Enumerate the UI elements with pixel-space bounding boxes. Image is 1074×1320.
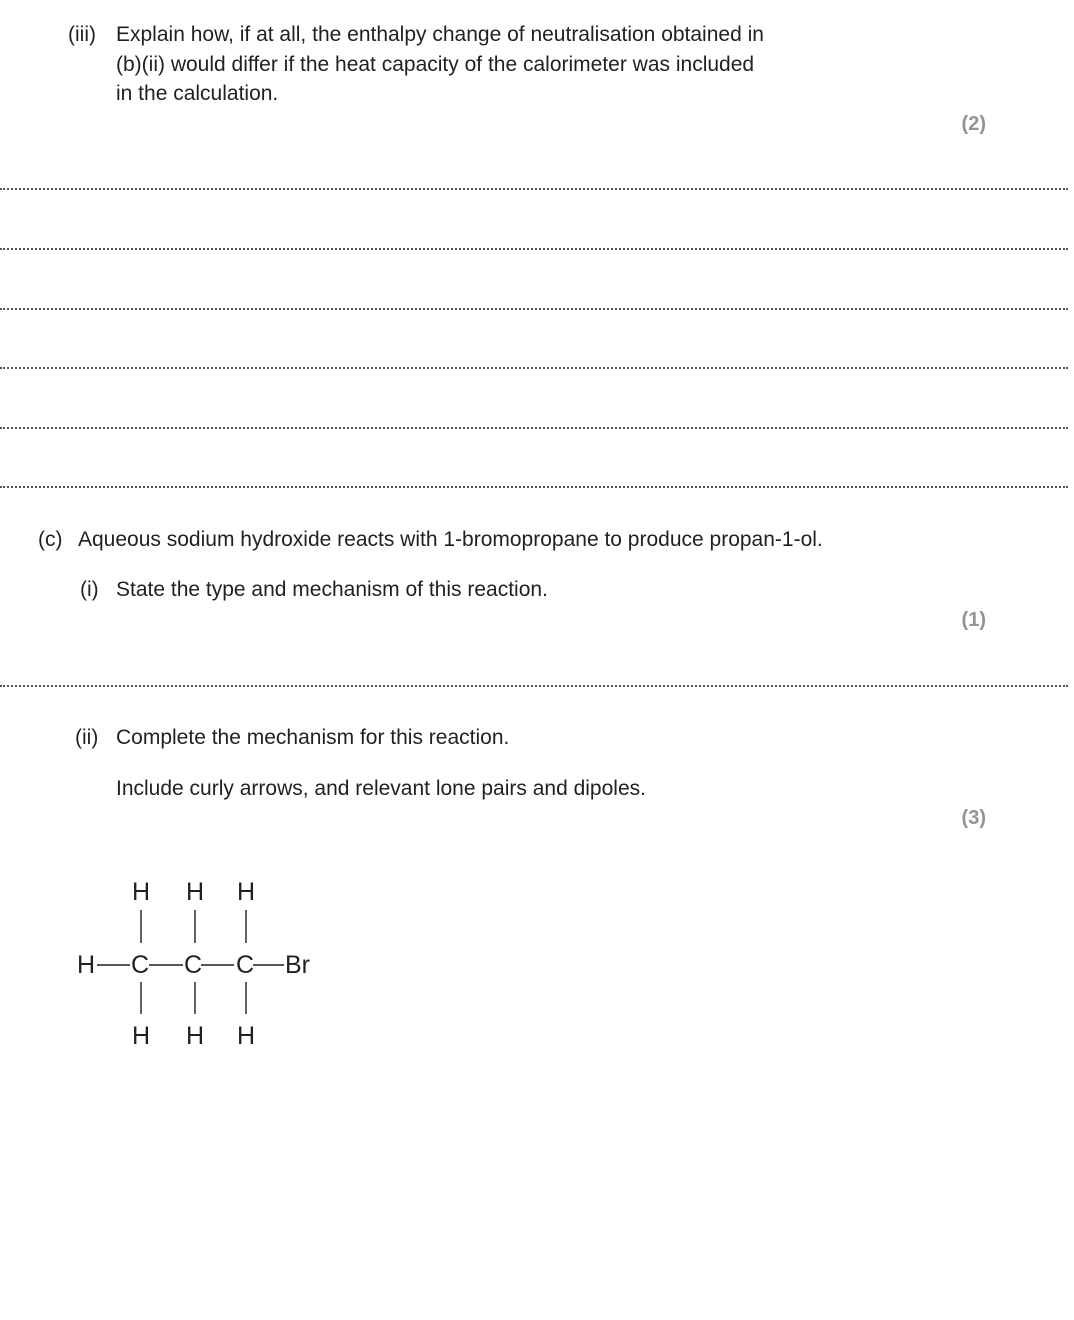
marks-label: (3): [961, 807, 986, 829]
hydrogen-atom: H: [132, 1022, 151, 1050]
hydrogen-atom: H: [186, 878, 205, 906]
hydrogen-atom: H: [186, 1022, 205, 1050]
hydrogen-atom: H: [77, 951, 96, 979]
question-text-line: Explain how, if at all, the enthalpy change of neutralisation obtained in: [116, 23, 764, 46]
hydrogen-atom: H: [237, 878, 256, 906]
carbon-atom: C: [236, 951, 255, 979]
hydrogen-atom: H: [237, 1022, 256, 1050]
question-number: (i): [80, 578, 99, 601]
question-text-line: in the calculation.: [116, 82, 279, 105]
question-text: Complete the mechanism for this reaction.: [116, 726, 510, 749]
question-number: (ii): [75, 726, 99, 749]
question-text-line: (b)(ii) would differ if the heat capacity of the calorimeter was included: [116, 53, 755, 76]
question-number: (c): [38, 528, 63, 551]
carbon-atom: C: [131, 951, 150, 979]
bromine-atom: Br: [285, 951, 310, 979]
question-number: (iii): [68, 23, 96, 46]
marks-label: (1): [961, 609, 986, 631]
question-text: State the type and mechanism of this reaction.: [116, 578, 548, 601]
instruction-text: Include curly arrows, and relevant lone pairs and dipoles.: [116, 777, 646, 800]
question-text: Aqueous sodium hydroxide reacts with 1-bromopropane to produce propan-1-ol.: [78, 528, 823, 551]
hydrogen-atom: H: [132, 878, 151, 906]
marks-label: (2): [961, 113, 986, 135]
carbon-atom: C: [184, 951, 203, 979]
